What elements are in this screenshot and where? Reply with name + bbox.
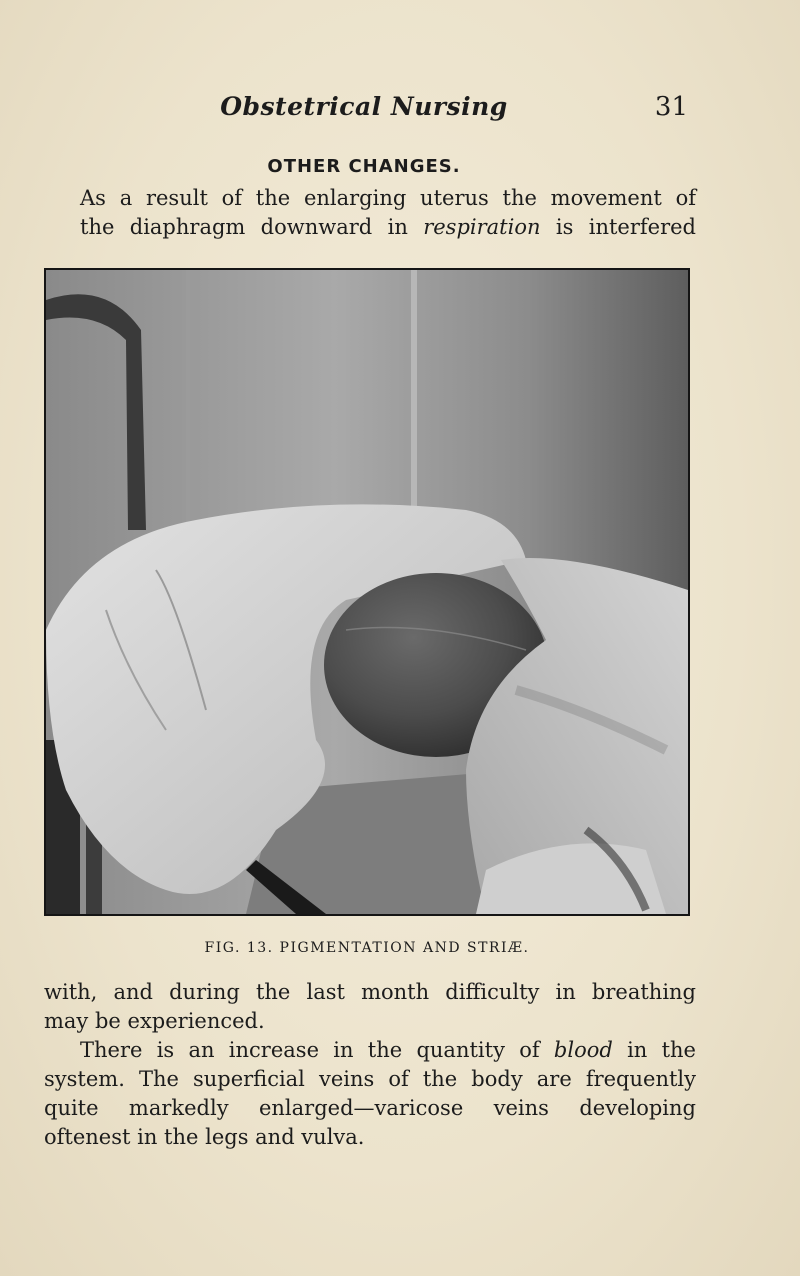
text-line: quite markedly enlarged—varicose veins developing	[44, 1096, 696, 1120]
paragraph-respiration	[44, 184, 696, 242]
text-line: with, and during the last month difficulty in breathing	[44, 980, 696, 1004]
figure-photograph	[44, 268, 690, 916]
figure-caption: FIG. 13. PIGMENTATION AND STRIÆ.	[204, 940, 530, 956]
text-line: may be experienced.	[44, 1009, 265, 1033]
page-header	[40, 92, 688, 132]
italic-term-blood: blood	[553, 1038, 613, 1062]
running-title: Obstetrical Nursing	[220, 92, 508, 121]
page-number: 31	[654, 92, 688, 122]
text-fragment: in the	[612, 1038, 696, 1062]
text-line	[44, 1036, 696, 1065]
photo-illustration	[46, 270, 688, 914]
text-line: As a result of the enlarging uterus the movement of	[80, 186, 696, 210]
paragraph-breathing	[44, 978, 696, 1036]
section-heading: OTHER CHANGES.	[267, 156, 461, 177]
text-fragment: the diaphragm downward in	[80, 215, 424, 239]
text-line: oftenest in the legs and vulva.	[44, 1125, 365, 1149]
italic-term-respiration: respiration	[423, 215, 541, 239]
text-fragment: is interfered	[540, 215, 696, 239]
text-fragment: There is an increase in the quantity of	[80, 1038, 554, 1062]
paragraph-blood	[44, 1036, 696, 1152]
text-line	[44, 213, 696, 242]
text-line: system. The superficial veins of the body are frequently	[44, 1067, 696, 1091]
